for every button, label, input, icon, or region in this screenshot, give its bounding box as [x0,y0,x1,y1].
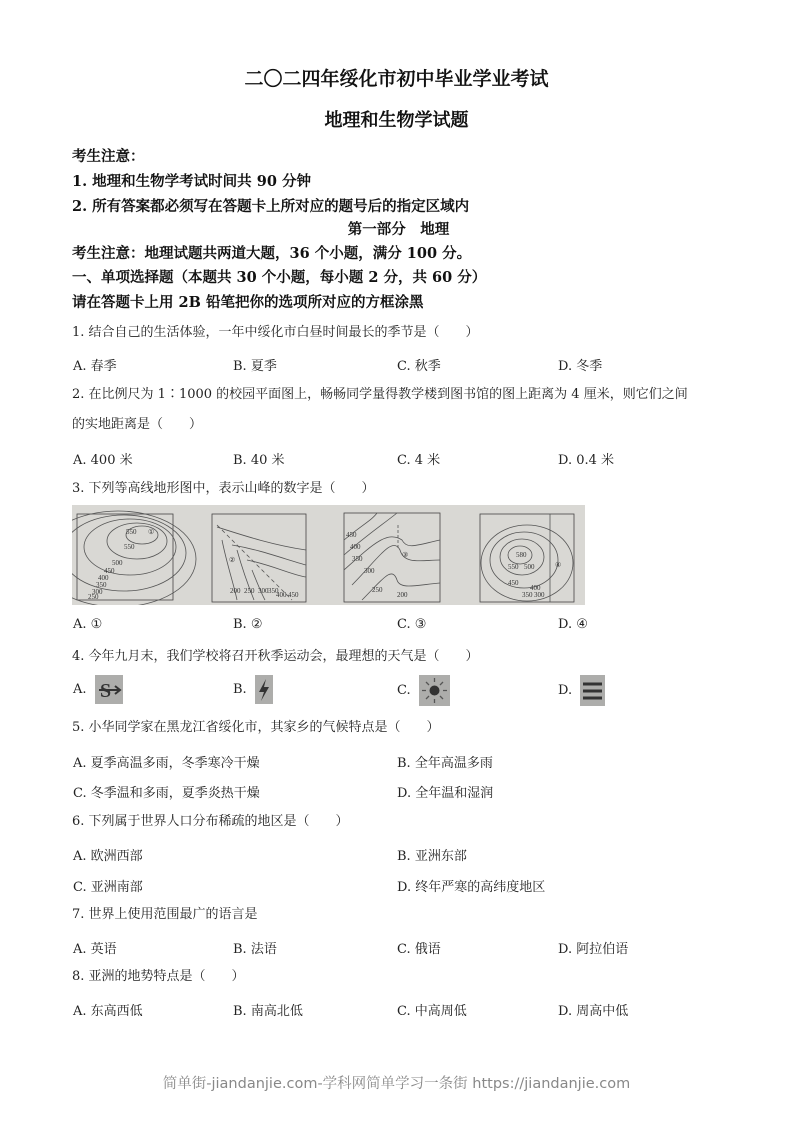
option-d: D. [558,675,605,706]
svg-text:250: 250 [244,587,255,595]
question-5: 5. 小华同学家在黑龙江省绥化市，其家乡的气候特点是（ ） [72,720,440,735]
option-d: D. 全年温和湿润 [397,786,494,801]
part-notice: 考生注意：地理试题共两道大题，36 个小题，满分 100 分。 [72,245,472,262]
notice-item: 1. 地理和生物学考试时间共 90 分钟 [72,173,311,190]
svg-text:400: 400 [98,574,109,582]
option-a: A. 欧洲西部 [73,849,143,864]
question-1: 1. 结合自己的生活体验，一年中绥化市白昼时间最长的季节是（ ） [72,325,479,340]
sunny-icon [419,675,450,706]
notice-item: 2. 所有答案都必须写在答题卡上所对应的题号后的指定区域内 [72,198,470,215]
option-c: C. 秋季 [397,359,441,374]
question-8: 8. 亚洲的地势特点是（ ） [72,969,245,984]
exam-title: 二〇二四年绥化市初中毕业学业考试 [244,68,549,90]
svg-text:400: 400 [276,591,287,599]
svg-text:450: 450 [346,531,357,539]
option-b: B. ② [233,617,263,632]
option-b: B. [233,675,273,704]
option-c: C. 中高周低 [397,1004,467,1019]
svg-text:④: ④ [555,561,562,569]
sandstorm-icon [95,675,123,704]
option-a: A. 东高西低 [73,1004,143,1019]
map-label: 550 [126,528,137,536]
question-4: 4. 今年九月末，我们学校将召开秋季运动会，最理想的天气是（ ） [72,649,479,664]
option-d: D. ④ [558,617,588,632]
svg-text:400: 400 [530,584,541,592]
contour-map-1 [72,511,196,605]
option-d: D. 周高中低 [558,1004,629,1019]
option-a: A. 春季 [73,359,117,374]
question-7: 7. 世界上使用范围最广的语言是 [72,907,258,922]
svg-text:200: 200 [230,587,241,595]
option-b: B. 40 米 [233,453,285,468]
question-6: 6. 下列属于世界人口分布稀疏的地区是（ ） [72,814,349,829]
option-a: A. S [73,675,123,704]
svg-text:350: 350 [352,555,363,563]
svg-text:500: 500 [524,563,535,571]
option-c: C. ③ [397,617,427,632]
svg-text:200: 200 [397,591,408,599]
svg-text:450: 450 [104,567,115,575]
footer-watermark: 简单街-jiandanjie.com-学科网简单学习一条街 https://jiandanjie.com [162,1076,631,1092]
svg-text:③: ③ [402,551,409,559]
thunder-icon [255,675,273,704]
svg-text:550: 550 [124,543,135,551]
contour-map-4 [480,514,574,602]
map-label: ① [148,528,155,536]
svg-text:300: 300 [534,591,545,599]
svg-text:550: 550 [508,563,519,571]
svg-text:350: 350 [522,591,533,599]
answer-instruction: 请在答题卡上用 2B 铅笔把你的选项所对应的方框涂黑 [72,294,424,311]
svg-text:250: 250 [88,593,99,601]
option-a: A. 英语 [73,942,117,957]
option-d: D. 终年严寒的高纬度地区 [397,880,546,895]
svg-text:300: 300 [258,587,269,595]
exam-subtitle: 地理和生物学试题 [324,110,469,131]
option-b: B. 全年高温多雨 [397,756,493,771]
option-b: B. 法语 [233,942,277,957]
option-b: B. 夏季 [233,359,277,374]
notice-heading: 考生注意： [72,148,145,165]
option-a: A. ① [73,617,103,632]
svg-text:350: 350 [96,581,107,589]
question-3: 3. 下列等高线地形图中，表示山峰的数字是（ ） [72,481,375,496]
option-c: C. 俄语 [397,942,441,957]
section-heading: 一、单项选择题（本题共 30 个小题，每小题 2 分，共 60 分） [72,269,487,286]
contour-map-2 [212,514,306,602]
svg-text:350: 350 [268,587,279,595]
option-d: D. 冬季 [558,359,603,374]
option-a: A. 夏季高温多雨，冬季寒冷干燥 [73,756,260,771]
option-c: C. 亚洲南部 [73,880,143,895]
contour-map-3 [344,513,440,602]
fog-icon [580,675,605,706]
contour-maps-figure [72,505,585,605]
svg-text:450: 450 [508,579,519,587]
option-d: D. 0.4 米 [558,453,615,468]
option-b: B. 南高北低 [233,1004,303,1019]
svg-text:250: 250 [372,586,383,594]
svg-text:300: 300 [92,588,103,596]
svg-text:500: 500 [112,559,123,567]
svg-text:400: 400 [350,543,361,551]
question-2: 2. 在比例尺为 1∶1000 的校园平面图上，畅畅同学量得教学楼到图书馆的图上距离为 4 厘米，则它们之间 [72,387,688,402]
part-heading: 第一部分 地理 [347,221,450,238]
svg-text:450: 450 [288,591,299,599]
option-c: C. 冬季温和多雨，夏季炎热干燥 [73,786,260,801]
svg-text:S: S [99,680,111,702]
option-c: C. [397,675,450,706]
svg-text:②: ② [229,556,236,564]
svg-text:580: 580 [516,551,527,559]
svg-text:300: 300 [364,567,375,575]
option-b: B. 亚洲东部 [397,849,467,864]
question-2-cont: 的实地距离是（ ） [72,417,203,432]
option-a: A. 400 米 [73,453,133,468]
option-c: C. 4 米 [397,453,441,468]
option-d: D. 阿拉伯语 [558,942,629,957]
